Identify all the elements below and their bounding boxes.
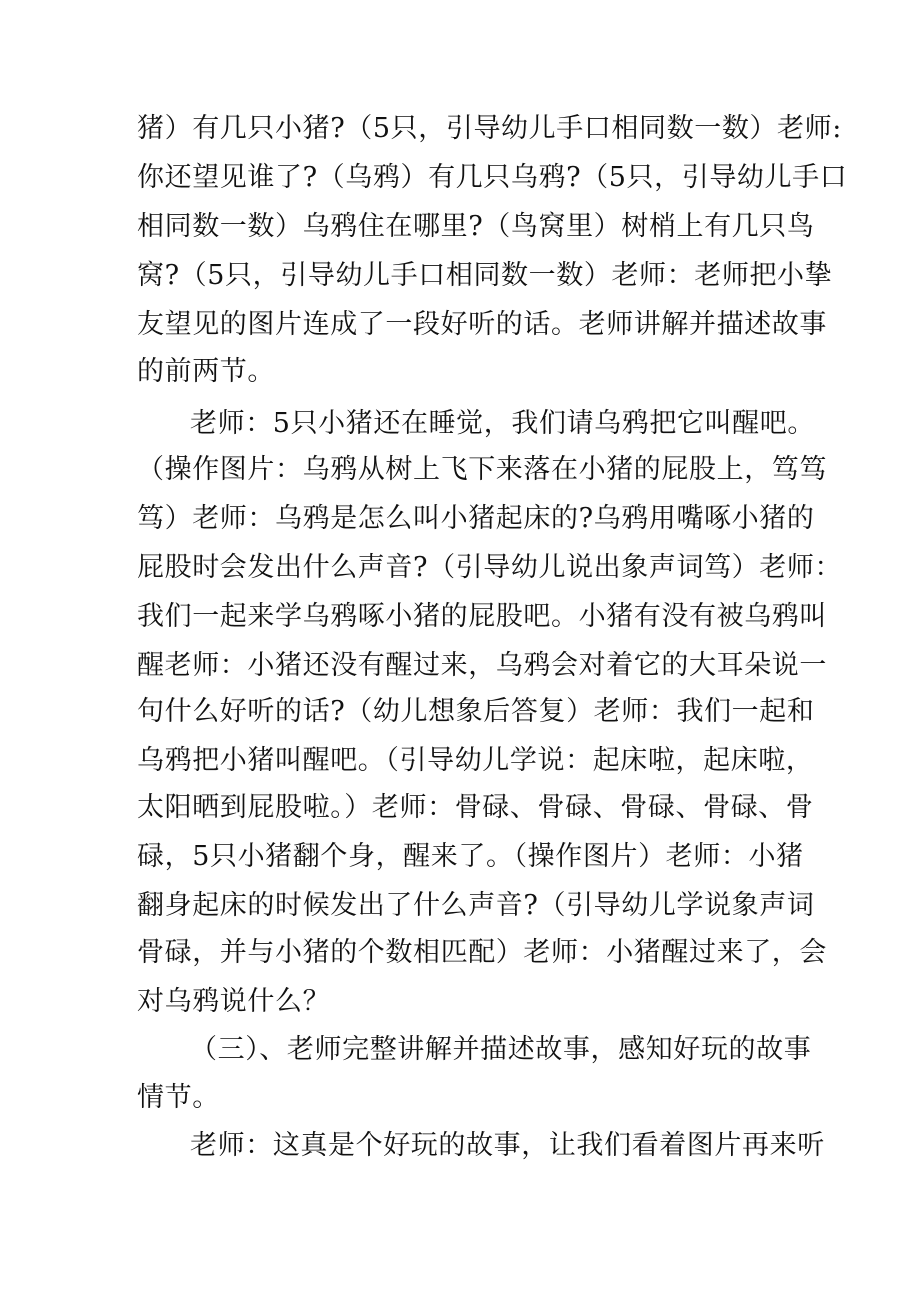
text-line: 你还望见谁了?（乌鸦）有几只乌鸦?（5只，引导幼儿手口: [137, 162, 848, 193]
text-line: 笃）老师：乌鸦是怎么叫小猪起床的?乌鸦用嘴啄小猪的: [137, 503, 815, 534]
text-line: 猪）有几只小猪?（5只，引导幼儿手口相同数一数）老师:: [137, 113, 842, 144]
text-line: 翻身起床的时候发出了什么声音?（引导幼儿学说象声词: [137, 890, 815, 921]
text-line: 我们一起来学乌鸦啄小猪的屁股吧。小猪有没有被乌鸦叫: [137, 601, 827, 632]
text-line: 老师：5只小猪还在睡觉，我们请乌鸦把它叫醒吧。: [190, 408, 815, 439]
text-line: 碌，5只小猪翻个身，醒来了。（操作图片）老师：小猪: [137, 841, 804, 872]
text-line: 对乌鸦说什么？: [137, 986, 331, 1017]
text-line: 相同数一数）乌鸦住在哪里?（鸟窝里）树梢上有几只鸟: [137, 211, 815, 242]
text-line: 屁股时会发出什么声音?（引导幼儿说出象声词笃）老师：: [137, 552, 843, 583]
text-line: 句什么好听的话?（幼儿想象后答复）老师：我们一起和: [137, 696, 815, 727]
text-line: （操作图片：乌鸦从树上飞下来落在小猪的屁股上，笃笃: [137, 454, 827, 485]
text-line: 醒老师：小猪还没有醒过来，乌鸦会对着它的大耳朵说一: [137, 650, 827, 681]
text-line: 老师：这真是个好玩的故事，让我们看着图片再来听: [190, 1130, 825, 1161]
text-line: 的前两节。: [137, 356, 275, 387]
text-line: 窝?（5只，引导幼儿手口相同数一数）老师：老师把小挚: [137, 260, 833, 291]
text-line: 乌鸦把小猪叫醒吧。（引导幼儿学说：起床啦，起床啦，: [137, 745, 814, 776]
text-line: （三）、老师完整讲解并描述故事，感知好玩的故事: [190, 1034, 812, 1065]
text-line: 太阳晒到屁股啦。）老师：骨碌、骨碌、骨碌、骨碌、骨: [137, 792, 814, 823]
text-line: 情节。: [137, 1082, 220, 1113]
text-line: 骨碌，并与小猪的个数相匹配）老师：小猪醒过来了，会: [137, 937, 827, 968]
text-line: 友望见的图片连成了一段好听的话。老师讲解并描述故事: [137, 309, 827, 340]
